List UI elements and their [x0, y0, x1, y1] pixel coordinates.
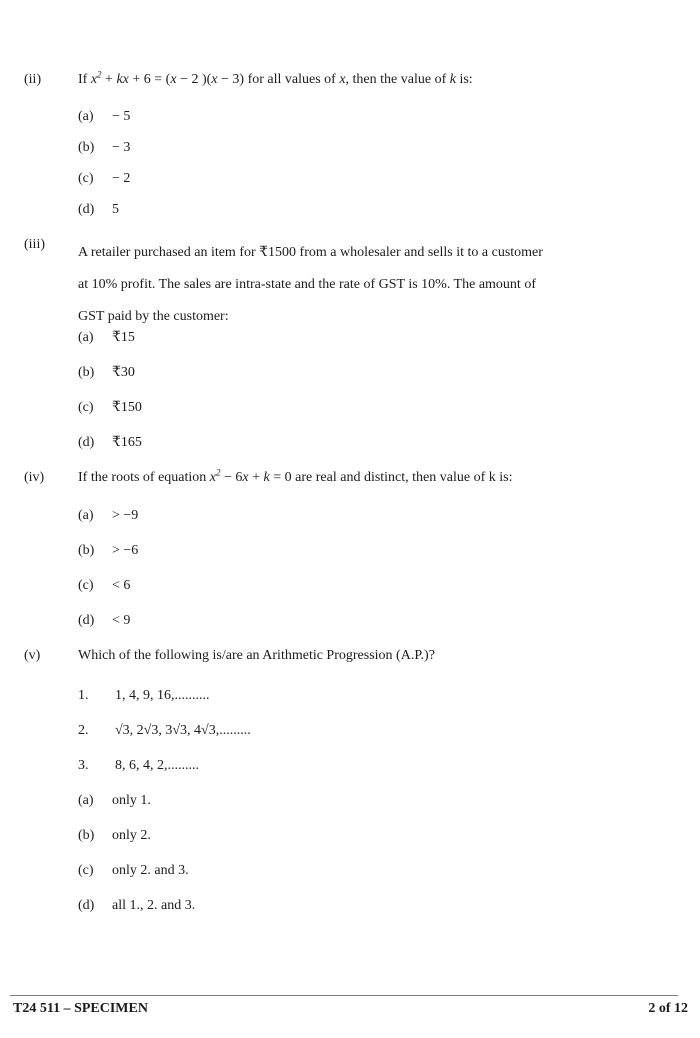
option-c — [78, 400, 680, 416]
option-value: ₹165 — [112, 435, 142, 450]
option-b — [78, 828, 680, 844]
option-label: (d) — [78, 435, 95, 450]
option-value: only 2. — [112, 828, 151, 843]
option-a — [78, 109, 680, 125]
option-c — [78, 578, 680, 594]
options-list — [78, 330, 680, 451]
option-value: > −6 — [112, 543, 139, 558]
option-value: only 1. — [112, 793, 151, 808]
option-label: (b) — [78, 365, 95, 380]
sequence-label: 3. — [78, 758, 89, 773]
option-value: ₹150 — [112, 400, 142, 415]
option-d — [78, 613, 680, 629]
question-body — [78, 467, 680, 648]
question-stem: If $x^2$ + kx + 6 = (x − 2 )(x − 3) for all values of x, then the value of k is: — [78, 69, 473, 87]
option-value: − 3 — [112, 140, 131, 155]
option-label: (b) — [78, 543, 95, 558]
options-list — [78, 508, 680, 629]
option-b — [78, 365, 680, 381]
option-label: (c) — [78, 578, 94, 593]
option-label: (d) — [78, 898, 95, 913]
option-value: all 1., 2. and 3. — [112, 898, 196, 913]
page-footer — [13, 1001, 688, 1017]
stem-line: A retailer purchased an item for ₹1500 from a wholesaler and sells it to a customer — [78, 245, 543, 260]
option-label: (b) — [78, 140, 95, 155]
option-value: < 9 — [112, 613, 131, 628]
option-label: (a) — [78, 109, 94, 124]
footer-rule — [10, 995, 678, 996]
sequence-2 — [78, 723, 680, 739]
question-number: (iii) — [24, 237, 45, 252]
options-list — [78, 793, 680, 914]
option-label: (d) — [78, 202, 95, 217]
option-b — [78, 140, 680, 156]
option-label: (a) — [78, 330, 94, 345]
option-d — [78, 435, 680, 451]
question-number: (iv) — [24, 470, 45, 485]
option-value: 5 — [112, 202, 119, 217]
option-c — [78, 863, 680, 879]
stem-line: GST paid by the customer: — [78, 309, 229, 324]
question-v — [24, 648, 680, 933]
question-stem: If the roots of equation $x^2 - 6x + k = 0$ are real and distinct, then value of k is: — [78, 467, 513, 485]
option-c — [78, 171, 680, 187]
option-a — [78, 508, 680, 524]
sequence-value: √3, 2√3, 3√3, 4√3,......... — [115, 723, 251, 738]
sequence-list — [78, 688, 680, 774]
option-label: (c) — [78, 400, 94, 415]
question-number: (v) — [24, 648, 41, 663]
question-iv — [24, 467, 680, 648]
option-label: (c) — [78, 171, 94, 186]
question-body — [78, 69, 680, 233]
option-label: (d) — [78, 613, 95, 628]
footer-paper-code: T24 511 – SPECIMEN — [13, 1001, 148, 1016]
sequence-label: 1. — [78, 688, 89, 703]
option-label: (a) — [78, 793, 94, 808]
option-a — [78, 793, 680, 809]
sequence-1 — [78, 688, 680, 704]
question-stem — [78, 237, 680, 333]
question-ii — [24, 69, 680, 233]
question-body — [78, 648, 680, 933]
stem-line: at 10% profit. The sales are intra-state and the rate of GST is 10%. The amount of — [78, 277, 536, 292]
question-stem: Which of the following is/are an Arithmetic Progression (A.P.)? — [78, 648, 435, 663]
sequence-value: 8, 6, 4, 2,......... — [115, 758, 199, 773]
option-value: − 5 — [112, 109, 131, 124]
option-value: ₹30 — [112, 365, 135, 380]
option-label: (c) — [78, 863, 94, 878]
option-d — [78, 202, 680, 218]
option-value: ₹15 — [112, 330, 135, 345]
option-d — [78, 898, 680, 914]
footer-page-number: 2 of 12 — [648, 1001, 688, 1016]
sequence-3 — [78, 758, 680, 774]
question-iii — [24, 237, 680, 470]
options-list — [78, 109, 680, 218]
sequence-label: 2. — [78, 723, 89, 738]
option-value: only 2. and 3. — [112, 863, 189, 878]
option-label: (b) — [78, 828, 95, 843]
option-value: − 2 — [112, 171, 131, 186]
option-label: (a) — [78, 508, 94, 523]
question-body — [78, 237, 680, 470]
option-value: < 6 — [112, 578, 131, 593]
sequence-value: 1, 4, 9, 16,.......... — [115, 688, 210, 703]
option-value: > −9 — [112, 508, 139, 523]
question-number: (ii) — [24, 72, 42, 87]
option-b — [78, 543, 680, 559]
